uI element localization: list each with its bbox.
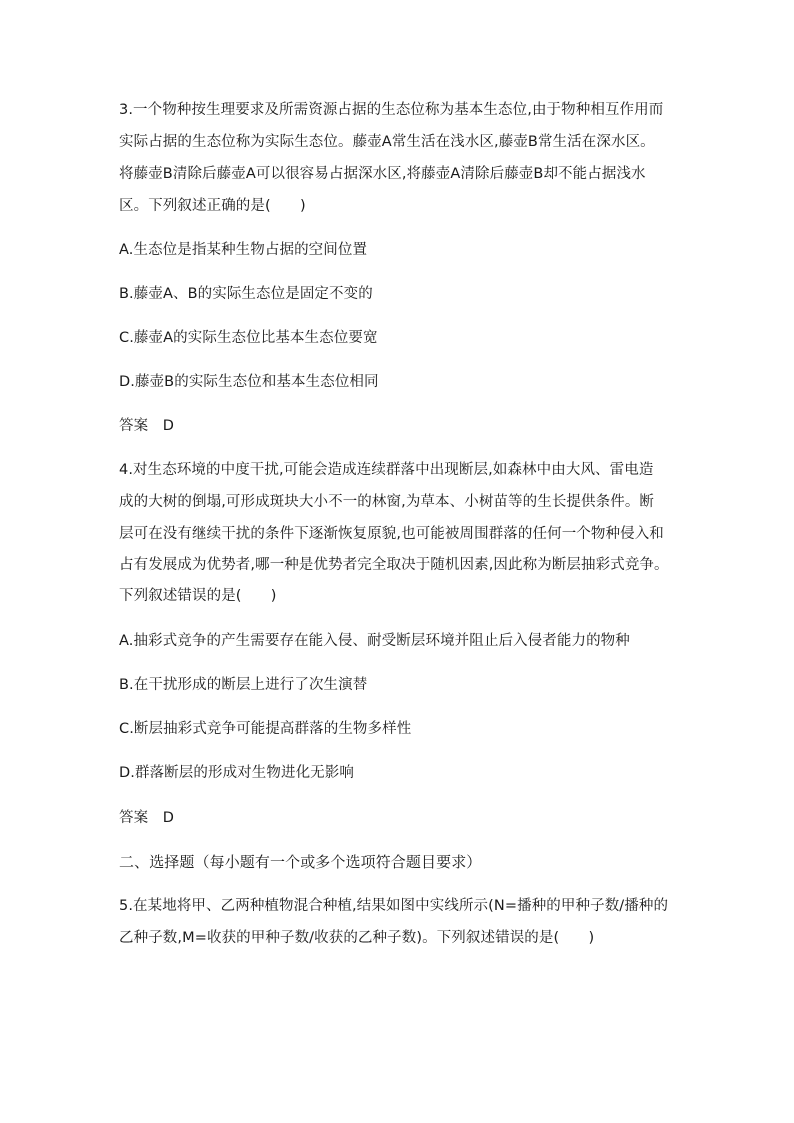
section-heading: 二、选择题（每小题有一个或多个选项符合题目要求） <box>119 853 482 871</box>
q4-stem-line-1: 4.对生态环境的中度干扰,可能会造成连续群落中出现断层,如森林中由大风、雷电造 <box>119 462 654 478</box>
q3-stem-line-1: 3.一个物种按生理要求及所需资源占据的生态位称为基本生态位,由于物种相互作用而 <box>119 102 664 118</box>
q3-option-c: C.藤壶A的实际生态位比基本生态位要宽 <box>119 330 378 346</box>
q3-stem-line-4: 区。下列叙述正确的是( ) <box>119 198 306 214</box>
q3-stem-line-3: 将藤壶B清除后藤壶A可以很容易占据深水区,将藤壶A清除后藤壶B却不能占据浅水 <box>119 166 646 182</box>
q3-option-a: A.生态位是指某种生物占据的空间位置 <box>119 242 368 258</box>
q4-option-c: C.断层抽彩式竞争可能提高群落的生物多样性 <box>119 721 412 737</box>
q3-option-d: D.藤壶B的实际生态位和基本生态位相同 <box>119 374 379 390</box>
q4-option-d: D.群落断层的形成对生物进化无影响 <box>119 765 354 781</box>
q4-option-a: A.抽彩式竞争的产生需要存在能入侵、耐受断层环境并阻止后入侵者能力的物种 <box>119 633 630 649</box>
q5-stem-line-2: 乙种子数,M=收获的甲种子数/收获的乙种子数)。下列叙述错误的是( ) <box>119 930 595 946</box>
q4-stem-line-4: 占有发展成为优势者,哪一种是优势者完全取决于随机因素,因此称为断层抽彩式竞争。 <box>119 557 669 573</box>
q3-answer: 答案 D <box>119 418 175 434</box>
q3-stem-line-2: 实际占据的生态位称为实际生态位。藤壶A常生活在浅水区,藤壶B常生活在深水区。 <box>119 134 655 150</box>
q4-stem-line-3: 层可在没有继续干扰的条件下逐渐恢复原貌,也可能被周围群落的任何一个物种侵入和 <box>119 526 664 542</box>
q3-option-b: B.藤壶A、B的实际生态位是固定不变的 <box>119 286 373 302</box>
q4-answer: 答案 D <box>119 810 175 826</box>
q4-stem-line-5: 下列叙述错误的是( ) <box>119 588 277 604</box>
q5-stem-line-1: 5.在某地将甲、乙两种植物混合种植,结果如图中实线所示(N=播种的甲种子数/播种的 <box>119 898 669 914</box>
q4-option-b: B.在干扰形成的断层上进行了次生演替 <box>119 677 368 693</box>
q4-stem-line-2: 成的大树的倒塌,可形成斑块大小不一的林窗,为草本、小树苗等的生长提供条件。断 <box>119 494 655 510</box>
